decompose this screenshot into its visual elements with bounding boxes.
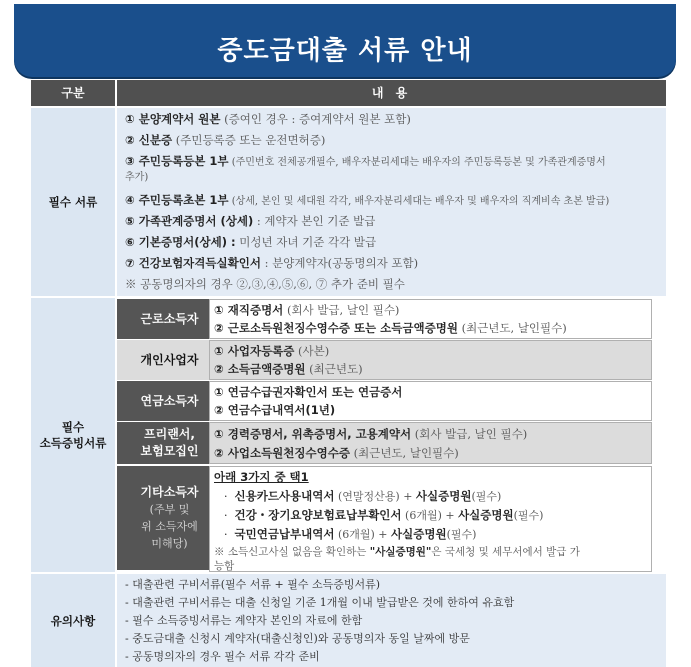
income-option: · 국민연금납부내역서 (6개월) + 사실증명원(필수) bbox=[224, 527, 477, 541]
required-item: ⑦ 건강보험자격득실확인서 : 분양계약자(공동명의자 포함) bbox=[125, 256, 419, 270]
income-item: ① 경력증명서, 위촉증명서, 고용계약서 (회사 발급, 날인 필수) bbox=[214, 427, 528, 441]
section-label-required: 필수 서류 bbox=[31, 108, 115, 296]
income-item: ② 소득금액증명원 (최근년도) bbox=[214, 362, 363, 376]
title-banner bbox=[14, 4, 676, 77]
document-table bbox=[31, 80, 666, 667]
income-label-line: 소득증빙서류 bbox=[39, 436, 107, 450]
income-type-label: 근로소득자 bbox=[117, 299, 222, 339]
required-item-cont: 추가) bbox=[125, 172, 149, 183]
income-item: ② 근로소득원천징수영수증 또는 소득금액증명원 (최근년도, 날인필수) bbox=[214, 321, 567, 335]
income-group-box bbox=[209, 340, 652, 380]
income-type-label bbox=[117, 422, 222, 464]
notes-item: - 공동명의자의 경우 필수 서류 각각 준비 bbox=[125, 650, 320, 663]
income-type-note: 위 소득자에 bbox=[141, 520, 198, 533]
income-option: · 건강・장기요양보험료납부확인서 (6개월) + 사실증명원(필수) bbox=[224, 508, 544, 522]
income-type-label: 연금소득자 bbox=[117, 381, 222, 421]
page-title: 중도금대출 서류 안내 bbox=[217, 36, 473, 66]
income-heading: 아래 3가지 중 택1 bbox=[214, 470, 309, 484]
income-type-label: 개인사업자 bbox=[117, 340, 222, 380]
notes-item: - 대출관련 구비서류(필수 서류 + 필수 소득증빙서류) bbox=[125, 578, 381, 591]
income-group-box bbox=[209, 299, 652, 339]
income-group-box bbox=[209, 466, 652, 572]
required-docs-cell bbox=[117, 108, 666, 296]
income-type-line: 기타소득자 bbox=[140, 485, 199, 499]
income-type-note: 미해당) bbox=[151, 537, 188, 550]
notes-cell bbox=[117, 574, 666, 667]
income-type-label bbox=[117, 466, 222, 570]
header-category: 구분 bbox=[31, 80, 115, 106]
income-item: ② 연금수급내역서(1년) bbox=[214, 403, 336, 417]
notes-item: - 중도금대출 신청시 계약자(대출신청인)와 공동명의자 동일 날짜에 방문 bbox=[125, 632, 470, 645]
income-option: · 신용카드사용내역서 (연말정산용) + 사실증명원(필수) bbox=[224, 489, 502, 503]
income-item: ② 사업소득원천징수영수증 (최근년도, 날인필수) bbox=[214, 446, 459, 460]
header-content: 내 용 bbox=[117, 80, 666, 106]
income-type-line: 프리랜서, bbox=[144, 427, 195, 441]
income-group-box bbox=[209, 422, 652, 464]
notes-item: - 필수 소득증빙서류는 계약자 본인의 자료에 한함 bbox=[125, 614, 363, 627]
required-note: ※ 공동명의자의 경우 ②,③,④,⑤,⑥, ⑦ 추가 준비 필수 bbox=[125, 277, 405, 291]
required-item: ③ 주민등록등본 1부 (주민번호 전체공개필수, 배우자분리세대는 배우자의 주민등록등본 및 가족관계증명서 bbox=[125, 154, 606, 168]
section-label-notes: 유의사항 bbox=[31, 574, 115, 667]
notes-item: - 대출관련 구비서류는 대출 신청일 기준 1개월 이내 발급받은 것에 한하여 유효함 bbox=[125, 596, 515, 609]
income-group-box bbox=[209, 381, 652, 421]
income-item: ① 사업자등록증 (사본) bbox=[214, 344, 330, 358]
income-type-line: 보험모집인 bbox=[140, 444, 199, 458]
required-item: ⑥ 기본증명서(상세) : 미성년 자녀 기준 각각 발급 bbox=[125, 235, 377, 249]
income-footnote: ※ 소득신고사실 없음을 확인하는 "사실증명원"은 국세청 및 세무서에서 발급 가 bbox=[214, 546, 580, 558]
required-item: ⑤ 가족관계증명서 (상세) : 계약자 본인 기준 발급 bbox=[125, 214, 376, 228]
required-item: ① 분양계약서 원본 (증여인 경우 : 증여계약서 원본 포함) bbox=[125, 112, 411, 126]
income-label-line: 필수 bbox=[61, 420, 85, 434]
income-item: ① 재직증명서 (회사 발급, 날인 필수) bbox=[214, 303, 400, 317]
income-footnote-cont: 능함 bbox=[214, 560, 235, 572]
income-item: ① 연금수급권자확인서 또는 연금증서 bbox=[214, 385, 403, 399]
required-item: ④ 주민등록초본 1부 (상세, 본인 및 세대원 각각, 배우자분리세대는 배우자 및 배우자의 직계비속 초본 발급) bbox=[125, 193, 610, 207]
section-label-income bbox=[31, 298, 115, 572]
income-type-note: (주부 및 bbox=[149, 503, 190, 516]
required-item: ② 신분증 (주민등록증 또는 운전면허증) bbox=[125, 133, 326, 147]
